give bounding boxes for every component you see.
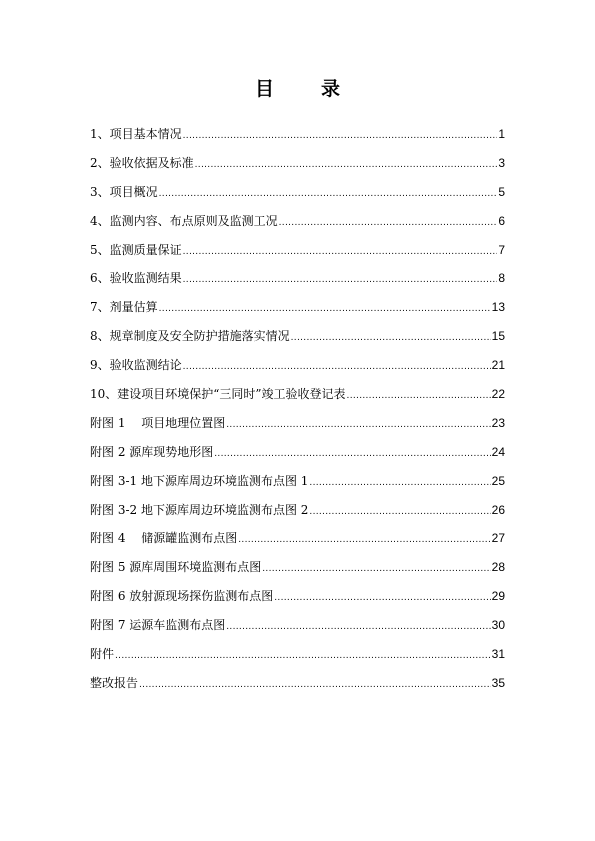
- dot-leader: [139, 677, 491, 693]
- toc-entry[interactable]: [90, 559, 505, 588]
- table-of-contents: [90, 126, 505, 704]
- toc-entry-page: 26: [491, 502, 505, 517]
- toc-entry-page: 22: [491, 387, 505, 402]
- toc-entry-page: 6: [498, 213, 505, 228]
- toc-entry[interactable]: [90, 588, 505, 617]
- toc-entry-label: 1、项目基本情况: [90, 127, 182, 141]
- toc-entry[interactable]: [90, 126, 505, 155]
- toc-entry-page: 13: [491, 300, 505, 315]
- toc-entry-page: 15: [491, 329, 505, 344]
- toc-entry-label: 附图 4 储源罐监测布点图: [90, 531, 238, 546]
- toc-entry-page: 27: [491, 531, 505, 546]
- toc-entry[interactable]: [90, 473, 505, 502]
- toc-entry-label: 附图 3-2 地下源库周边环境监测布点图 2: [90, 502, 309, 517]
- toc-entry[interactable]: [90, 617, 505, 646]
- toc-entry[interactable]: [90, 415, 505, 444]
- toc-entry[interactable]: [90, 184, 505, 213]
- toc-title: 目 录: [254, 78, 354, 100]
- toc-entry-page: 30: [491, 618, 505, 633]
- toc-entry-label: 3、项目概况: [90, 184, 158, 199]
- toc-entry-label: 附图 6 放射源现场探伤监测布点图: [90, 589, 274, 604]
- toc-entry-label: 附图 1 项目地理位置图: [90, 415, 226, 430]
- toc-entry-page: 7: [498, 242, 505, 257]
- toc-entry[interactable]: [90, 530, 505, 559]
- toc-entry-page: 5: [498, 184, 505, 199]
- dot-leader: [159, 186, 498, 202]
- toc-entry-label: 6、验收监测结果: [90, 271, 182, 286]
- dot-leader: [291, 330, 491, 346]
- dot-leader: [115, 648, 491, 664]
- toc-entry-label: 9、验收监测结论: [90, 358, 182, 373]
- toc-entry-label: 8、规章制度及安全防护措施落实情况: [90, 329, 290, 344]
- dot-leader: [238, 532, 490, 548]
- toc-entry-page: 28: [491, 560, 505, 575]
- toc-entry-label: 附件: [90, 647, 115, 662]
- dot-leader: [195, 157, 498, 173]
- toc-entry-page: 8: [498, 271, 505, 286]
- toc-entry-page: 3: [498, 155, 505, 170]
- toc-entry[interactable]: [90, 357, 505, 386]
- dot-leader: [159, 301, 491, 317]
- toc-entry-page: 25: [491, 473, 505, 488]
- toc-entry-label: 整改报告: [90, 675, 139, 690]
- toc-entry-page: 35: [491, 675, 505, 690]
- dot-leader: [347, 388, 491, 404]
- toc-entry[interactable]: [90, 386, 505, 415]
- toc-entry[interactable]: [90, 242, 505, 271]
- toc-entry-page: 1: [498, 127, 505, 141]
- toc-entry[interactable]: [90, 328, 505, 357]
- dot-leader: [183, 244, 498, 260]
- toc-entry-page: 31: [491, 647, 505, 662]
- dot-leader: [226, 619, 490, 635]
- toc-entry-label: 附图 7 运源车监测布点图: [90, 618, 226, 633]
- toc-entry-label: 4、监测内容、布点原则及监测工况: [90, 213, 278, 228]
- dot-leader: [274, 590, 490, 606]
- toc-entry-page: 21: [491, 358, 505, 373]
- dot-leader: [262, 561, 490, 577]
- toc-entry[interactable]: [90, 299, 505, 328]
- toc-entry[interactable]: [90, 502, 505, 531]
- toc-entry-label: 附图 2 源库现势地形图: [90, 444, 214, 459]
- dot-leader: [309, 504, 490, 520]
- dot-leader: [214, 446, 490, 462]
- toc-entry-label: 2、验收依据及标准: [90, 155, 194, 170]
- toc-entry-label: 7、剂量估算: [90, 300, 158, 315]
- dot-leader: [279, 215, 498, 231]
- toc-entry[interactable]: [90, 213, 505, 242]
- toc-entry-label: 附图 5 源库周围环境监测布点图: [90, 560, 262, 575]
- toc-entry-label: 10、建设项目环境保护“三同时”竣工验收登记表: [90, 387, 346, 402]
- dot-leader: [226, 417, 490, 433]
- toc-entry-label: 附图 3-1 地下源库周边环境监测布点图 1: [90, 473, 309, 488]
- toc-entry-page: 23: [491, 415, 505, 430]
- toc-entry[interactable]: [90, 155, 505, 184]
- dot-leader: [309, 475, 490, 491]
- toc-entry-page: 24: [491, 444, 505, 459]
- toc-entry[interactable]: [90, 646, 505, 675]
- dot-leader: [183, 128, 498, 144]
- toc-entry[interactable]: [90, 270, 505, 299]
- toc-entry-page: 29: [491, 589, 505, 604]
- dot-leader: [183, 359, 491, 375]
- toc-entry[interactable]: [90, 675, 505, 704]
- dot-leader: [183, 272, 498, 288]
- toc-entry[interactable]: [90, 444, 505, 473]
- toc-entry-label: 5、监测质量保证: [90, 242, 182, 257]
